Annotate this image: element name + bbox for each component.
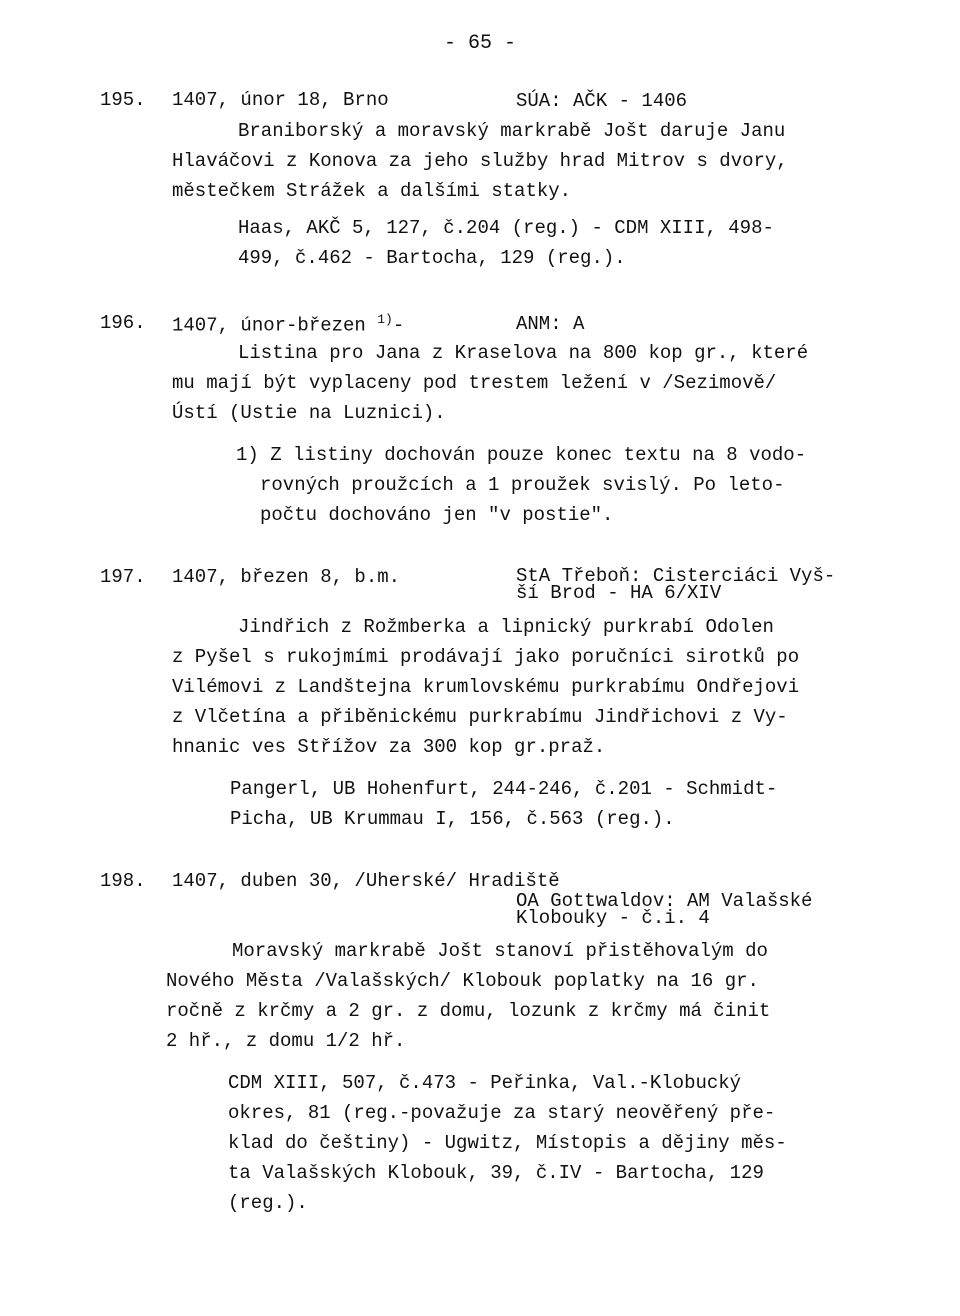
reference-line: okres, 81 (reg.-považuje za starý neověřený pře-: [228, 1102, 776, 1124]
archive-line: OA Gottwaldov: AM Valašské: [516, 890, 813, 912]
text-line: z Pyšel s rukojmími prodávají jako poručníci sirotků po: [172, 646, 800, 668]
entry-references: [238, 213, 774, 273]
entry-number: 198.: [100, 870, 146, 892]
reference-line: ta Valašských Klobouk, 39, č.IV - Bartocha, 129: [228, 1162, 764, 1184]
text-line: Vilémovi z Landštejna krumlovskému purkrabímu Ondřejovi: [172, 676, 800, 698]
entry-number: 196.: [100, 312, 146, 334]
page-number: - 65 -: [443, 32, 516, 55]
entry-references: [228, 1068, 787, 1218]
archive-line: ší Brod - HA 6/XIV: [516, 582, 722, 604]
entry-archive: [516, 90, 688, 112]
entry-date-place: 1407, duben 30, /Uherské/ Hradiště: [172, 870, 560, 892]
entry-text: [172, 338, 808, 428]
date-dash: -: [392, 314, 405, 337]
archive-line: SÚA: AČK - 1406: [516, 90, 688, 112]
text-line: městečkem Strážek a dalšími statky.: [172, 180, 572, 202]
entry-footnote: [236, 440, 806, 530]
text-line: Ústí (Ustie na Luznici).: [172, 402, 446, 424]
entry-archive: [516, 313, 585, 335]
text-line: z Vlčetína a přiběnickému purkrabímu Jindřichovi z Vy-: [172, 706, 788, 728]
text-line: ročně z krčmy a 2 gr. z domu, lozunk z krčmy má činit: [166, 1000, 771, 1022]
text-line: Moravský markrabě Jošt stanoví přistěhovalým do: [232, 940, 768, 962]
text-line: Listina pro Jana z Kraselova na 800 kop gr., které: [238, 342, 809, 364]
text-line: Braniborský a moravský markrabě Jošt daruje Janu: [238, 120, 786, 142]
text-line: Jindřich z Rožmberka a lipnický purkrabí Odolen: [238, 616, 774, 638]
reference-line: klad do češtiny) - Ugwitz, Místopis a dějiny měs-: [228, 1132, 787, 1154]
text-line: 2 hř., z domu 1/2 hř.: [166, 1030, 406, 1052]
entry-text: [172, 116, 788, 206]
entry-date-place: 1407, únor 18, Brno: [172, 89, 389, 111]
footnote-line: 1) Z listiny dochován pouze konec textu na 8 vodo-: [236, 444, 807, 466]
entry-archive: [516, 890, 813, 929]
reference-line: CDM XIII, 507, č.473 - Peřinka, Val.-Klobucký: [228, 1072, 742, 1094]
text-line: mu mají být vyplaceny pod trestem ležení v /Sezimově/: [172, 372, 777, 394]
text-line: hnanic ves Střížov za 300 kop gr.praž.: [172, 736, 606, 758]
entry-date-place: 1407, březen 8, b.m.: [172, 566, 401, 588]
date-text: 1407, únor-březen: [172, 314, 366, 337]
entry-number: 197.: [100, 566, 146, 588]
entry-date-place: [172, 312, 404, 336]
reference-line: Haas, AKČ 5, 127, č.204 (reg.) - CDM XIII, 498-: [238, 217, 774, 239]
reference-line: Picha, UB Krummau I, 156, č.563 (reg.).: [230, 808, 675, 830]
entry-text: [172, 612, 799, 762]
reference-line: (reg.).: [228, 1192, 308, 1214]
archive-line: StA Třeboň: Cisterciáci Vyš-: [516, 565, 836, 587]
reference-line: 499, č.462 - Bartocha, 129 (reg.).: [238, 247, 626, 269]
footnote-marker: 1): [377, 312, 393, 327]
footnote-line: počtu dochováno jen "v postie".: [260, 504, 614, 526]
entry-archive: [516, 565, 836, 604]
text-line: Hlaváčovi z Konova za jeho služby hrad Mitrov s dvory,: [172, 150, 788, 172]
archive-line: ANM: A: [516, 313, 585, 335]
entry-references: [230, 774, 777, 834]
entry-number: 195.: [100, 89, 146, 111]
reference-line: Pangerl, UB Hohenfurt, 244-246, č.201 - Schmidt-: [230, 778, 778, 800]
text-line: Nového Města /Valašských/ Klobouk poplatky na 16 gr.: [166, 970, 759, 992]
archive-line: Klobouky - č.i. 4: [516, 907, 710, 929]
footnote-line: rovných proužcích a 1 proužek svislý. Po leto-: [260, 474, 785, 496]
entry-text: [166, 936, 770, 1056]
